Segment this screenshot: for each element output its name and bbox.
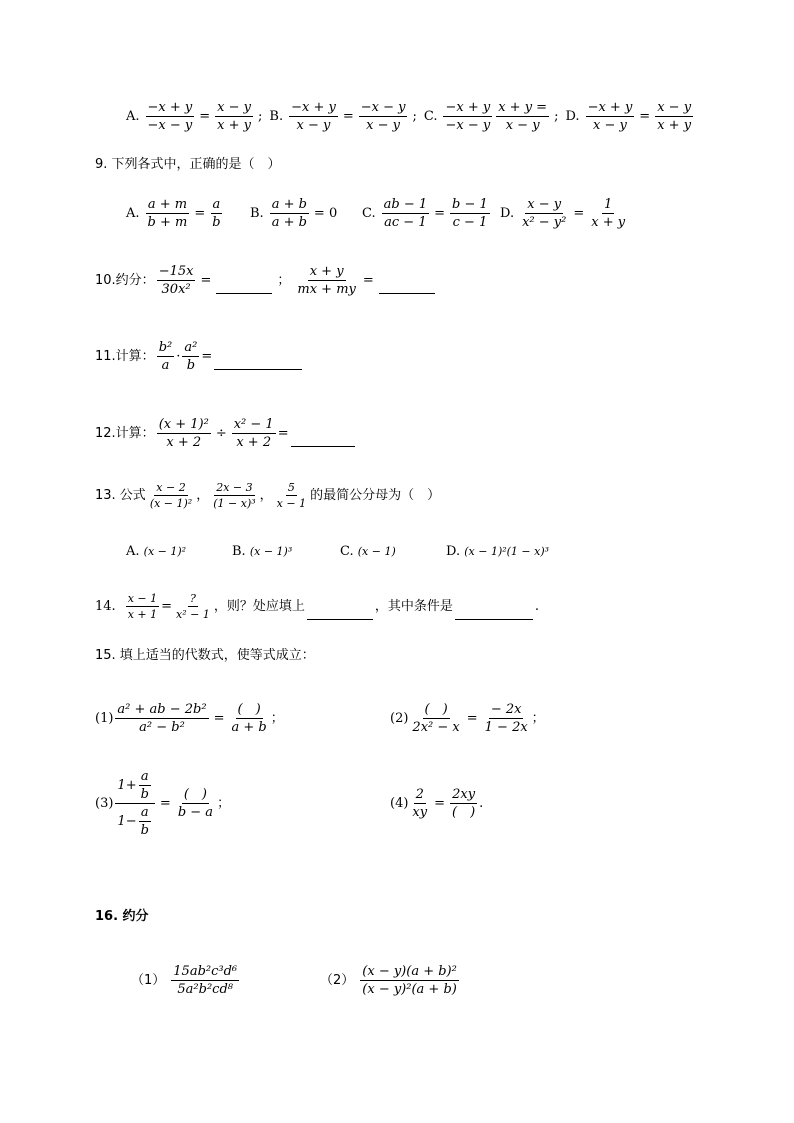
q15-p3-label: (3) (95, 795, 114, 811)
q13-option-d (446, 545, 549, 558)
q8-option-c (424, 101, 562, 132)
q11-d1: a (161, 357, 170, 373)
q12-divide: ÷ (215, 425, 227, 441)
q8-d-n2: x − y (657, 99, 692, 115)
q8-c-frac-right (496, 101, 549, 132)
q8-c-n2: x + y = (498, 99, 548, 115)
q9-a-d2: b (212, 214, 221, 230)
q12-answer-blank[interactable] (291, 445, 355, 447)
q8-d-frac-left (586, 101, 635, 132)
q9-a-eq: = (194, 205, 206, 221)
q15-p2-d2: 1 − 2x (484, 719, 528, 735)
q8-option-a (126, 101, 265, 132)
q13-frac-2 (211, 482, 257, 509)
q15-p2-d1: 2x² − x (412, 719, 460, 735)
q11-frac-right (182, 341, 199, 372)
q9-a-label: A. (126, 205, 140, 221)
q13-c-expr: (x − 1) (357, 545, 396, 558)
q8-d-d2: x + y (657, 117, 692, 133)
q8-a-d1: −x − y (147, 117, 193, 133)
q15-p3-top-n: a (140, 768, 149, 784)
q8-d-label: D. (565, 108, 580, 124)
q15-p3-sep: ； (217, 795, 231, 811)
q15-p3-bot-n: a (140, 804, 149, 820)
q9-a-frac-left (146, 198, 190, 229)
q9-b-label: B. (250, 205, 264, 221)
q9-d-n2: 1 (604, 196, 613, 212)
q14-n2: ? (189, 591, 196, 605)
q13-sep1: ， (196, 487, 210, 503)
q13-option-b (232, 545, 340, 558)
q8-a-sep: ; (258, 108, 263, 124)
q9-d-n1: x − y (527, 196, 562, 212)
q12-n1: (x + 1)² (158, 416, 209, 432)
q11-n2: a² (184, 339, 198, 355)
q12-d2: x + 2 (236, 434, 272, 450)
q13-d2: (1 − x)³ (213, 496, 256, 510)
q15-p3-bottom (115, 804, 155, 837)
q13-option-a (126, 545, 232, 558)
q14-eq: = (161, 598, 173, 614)
q8-b-label: B. (269, 108, 284, 124)
q9-d-frac-left (520, 198, 568, 229)
q9-stem: 9. 下列各式中，正确的是（ ） (95, 157, 281, 172)
q15-p4-frac-left (410, 788, 429, 819)
q15-p2-label: (2) (390, 710, 409, 726)
q9-b-n1: a + b (271, 196, 307, 212)
q9-a-n2: a (212, 196, 221, 212)
q15-p1-label: (1) (95, 710, 114, 726)
q8-b-frac-left (289, 101, 338, 132)
q8-d-eq: = (639, 108, 651, 124)
q15-p2-frac-left (410, 703, 461, 734)
q12-label: 12.计算： (95, 425, 155, 441)
q15-part-3 (95, 766, 230, 840)
q9-c-n2: b − 1 (452, 196, 488, 212)
q14-d2: x² − 1 (176, 607, 210, 621)
q13-c-label: C. (340, 544, 354, 559)
q10-label: 10.约分： (95, 272, 155, 288)
q15-p1-frac-left (115, 703, 208, 734)
q8-a-frac-left (146, 101, 195, 132)
q10-sep: ； (277, 272, 291, 288)
q8-a-label: A. (126, 108, 140, 124)
q8-a-d2: x + y (217, 117, 252, 133)
q15-p3-frac-right (176, 788, 215, 819)
q8-c-label: C. (423, 108, 438, 124)
q12-n2: x² − 1 (233, 416, 274, 432)
q10-d1: 30x² (161, 281, 191, 297)
q15-p1-d2: a + b (231, 719, 267, 735)
q12 (95, 415, 357, 451)
q11-n1: b² (158, 339, 173, 355)
q15-p1-eq: = (213, 710, 225, 726)
q9-b-eq: = 0 (313, 205, 338, 221)
q10-eq: = (200, 272, 212, 288)
q8-b-frac-right (359, 101, 408, 132)
q14-label: 14. (95, 598, 116, 614)
q15-p3-d2: b − a (177, 804, 214, 820)
q13-d-expr: (x − 1)²(1 − x)³ (464, 545, 550, 558)
q15-p3-eq: = (159, 795, 171, 811)
q13-b-expr: (x − 1)³ (249, 545, 293, 558)
q12-eq: = (277, 425, 289, 441)
q9-a-n1: a + m (147, 196, 188, 212)
q13-sep2: ， (259, 487, 273, 503)
q13-b-label: B. (232, 544, 246, 559)
q9-d-d2: x + y (591, 214, 626, 230)
q9-d-label: D. (500, 205, 515, 221)
q12-d1: x + 2 (166, 434, 202, 450)
q15-part-2 (390, 698, 545, 738)
q11-eq: = (201, 348, 213, 364)
q16-p2-den: (x − y)²(a + b) (362, 981, 457, 997)
q15-p2-n2: − 2x (490, 701, 522, 717)
q15-p3-n2[interactable]: ( ) (183, 786, 208, 802)
q16-p1-num: 15ab²c³d⁶ (173, 963, 238, 979)
q8-d-d1: x − y (593, 117, 627, 133)
q13 (95, 477, 440, 513)
q10-frac-right (295, 265, 358, 296)
q9-c-frac-left (382, 198, 430, 229)
q9-c-n1: ab − 1 (383, 196, 428, 212)
q8-c-d1: −x − y (445, 117, 491, 133)
q14-d1: x + 1 (127, 607, 158, 621)
q9-option-d (500, 198, 629, 229)
q11-d2: b (186, 357, 196, 373)
q13-a-label: A. (126, 544, 140, 559)
q9-options (126, 195, 629, 231)
q11-frac-left (157, 341, 175, 372)
q9-c-frac-right (450, 198, 490, 229)
q15-p2-n1[interactable]: ( ) (424, 701, 448, 717)
q15-p4-n2: 2xy (452, 786, 476, 802)
q8-c-d2: x − y (505, 117, 540, 133)
q16-stem: 16. 约分 (95, 909, 149, 924)
q13-n1: x − 2 (156, 480, 186, 494)
q8-d-frac-right (655, 101, 693, 132)
q8-c-frac-left (443, 101, 492, 132)
q8-b-n2: −x − y (360, 99, 406, 115)
q8-options (126, 98, 695, 134)
q8-c-n1: −x + y (445, 99, 491, 115)
q9-c-eq: = (434, 205, 446, 221)
q13-options (126, 545, 549, 558)
q8-b-d1: x − y (296, 117, 331, 133)
q11-answer-blank[interactable] (214, 368, 302, 370)
q8-option-d (565, 101, 695, 132)
q8-a-frac-right (215, 101, 253, 132)
q15-p2-sep: ； (531, 710, 545, 726)
q13-d-label: D. (446, 544, 461, 559)
q8-a-n2: x − y (217, 99, 252, 115)
q16-p1-label: （1） (131, 972, 166, 988)
q15-p3-bot-d: b (140, 822, 149, 838)
q11-dot: · (176, 348, 181, 364)
q16-p1-frac (171, 965, 239, 996)
q15-p1-sep: ； (270, 710, 284, 726)
q10-d2: mx + my (297, 281, 356, 297)
q14 (95, 588, 539, 624)
q9-a-d1: b + m (147, 214, 188, 230)
q10-n2: x + y (309, 263, 344, 279)
q15-p1-n1: a² + ab − 2b² (117, 701, 207, 717)
q14-answer-blank-2[interactable] (455, 618, 533, 620)
q9-a-frac-right (210, 198, 222, 229)
q9-option-b (250, 198, 362, 229)
q8-d-n1: −x + y (587, 99, 633, 115)
q10 (95, 262, 437, 298)
q9-b-d1: a + b (271, 214, 307, 230)
q16-part-2 (320, 960, 461, 1000)
q14-n1: x − 1 (127, 591, 158, 605)
q14-text-2: ，其中条件是 (374, 598, 453, 614)
q10-frac-left (157, 265, 196, 296)
q15-p1-d1: a² − b² (139, 719, 185, 735)
q15-p4-label: (4) (390, 795, 409, 811)
q16-p2-frac (360, 965, 459, 996)
q8-a-n1: −x + y (147, 99, 193, 115)
q8-b-sep: ; (412, 108, 417, 124)
q9-d-frac-right (589, 198, 627, 229)
q15-p3-top-frac (139, 770, 151, 801)
q8-a-eq: = (199, 108, 211, 124)
q13-n3: 5 (287, 480, 295, 494)
q10-answer-blank-1[interactable] (216, 292, 272, 294)
q16-p2-label: （2） (320, 972, 355, 988)
q15-p3-top-d: b (140, 786, 149, 802)
q9-c-d1: ac − 1 (384, 214, 427, 230)
q8-b-eq: = (342, 108, 354, 124)
q13-frac-1 (148, 482, 194, 509)
q13-d3: x − 1 (276, 496, 307, 510)
q15-p4-d1: xy (412, 804, 428, 820)
q9-c-d2: c − 1 (452, 214, 488, 230)
q12-frac-right (232, 418, 276, 449)
q15-part-1 (95, 698, 284, 738)
q13-tail: 的最简公分母为（ ） (310, 487, 441, 503)
q13-label: 13. 公式 (95, 487, 146, 503)
q9-b-frac (270, 198, 309, 229)
q9-option-a (126, 198, 250, 229)
q14-frac-right (174, 593, 212, 620)
q14-answer-blank-1[interactable] (307, 618, 373, 620)
q13-n2: 2x − 3 (216, 480, 253, 494)
q15-p3-bot-frac (139, 806, 151, 837)
q14-frac-left (126, 593, 159, 620)
q15-p4-frac-right (450, 788, 477, 819)
q15-p1-frac-right (229, 703, 268, 734)
q15-p3-bot-pre: 1− (117, 813, 137, 829)
q15-p4-sep: . (479, 795, 484, 811)
q12-frac-left (157, 418, 211, 449)
q14-text-3: . (534, 598, 540, 614)
q15-p2-frac-right (483, 703, 530, 734)
q8-c-sep: ; (554, 108, 559, 124)
q13-frac-3 (275, 482, 308, 509)
q11 (95, 338, 304, 374)
q8-option-b (269, 101, 419, 132)
q15-p3-top (115, 770, 155, 804)
q15-p3-complex-frac (115, 770, 155, 837)
q10-n1: −15x (158, 263, 194, 279)
q9-option-c (362, 198, 500, 229)
q9-d-d1: x² − y² (522, 214, 567, 230)
q13-d1: (x − 1)² (149, 496, 193, 510)
q16-p2-num: (x − y)(a + b)² (362, 963, 457, 979)
q15-p4-n1: 2 (415, 786, 424, 802)
q8-b-n1: −x + y (291, 99, 336, 115)
q16-part-1 (131, 960, 241, 1000)
q14-text-1: ，则？处应填上 (213, 598, 305, 614)
q15-stem: 15. 填上适当的代数式，使等式成立： (95, 648, 315, 663)
q10-eq2: = (362, 272, 374, 288)
q13-option-c (340, 545, 446, 558)
q15-p4-eq: = (434, 795, 446, 811)
q15-p3-top-pre: 1+ (117, 777, 137, 793)
q15-part-4 (390, 783, 483, 823)
q8-b-d2: x − y (366, 117, 401, 133)
q9-d-eq: = (573, 205, 585, 221)
q16-p1-den: 5a²b²cd⁸ (177, 981, 233, 997)
q15-p2-eq: = (466, 710, 478, 726)
q11-label: 11.计算： (95, 348, 155, 364)
q9-c-label: C. (362, 205, 376, 221)
q10-answer-blank-2[interactable] (379, 292, 435, 294)
q15-p1-n2[interactable]: ( ) (237, 701, 261, 717)
q13-a-expr: (x − 1)² (143, 545, 187, 558)
q15-p4-d2[interactable]: ( ) (452, 804, 476, 820)
